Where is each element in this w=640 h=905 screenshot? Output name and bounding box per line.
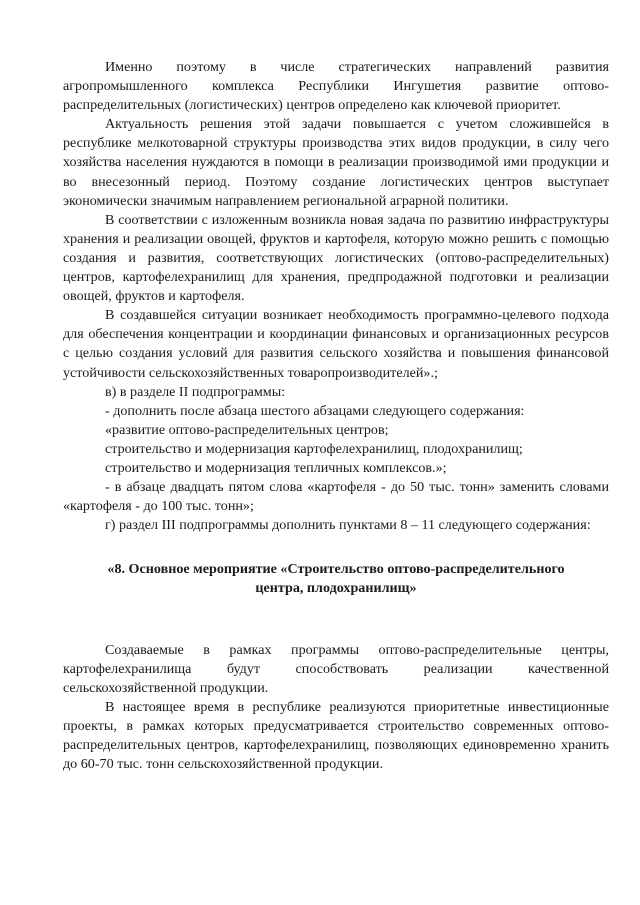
paragraph-created-centers: Создаваемые в рамках программы оптово-распределительные центры, картофелехранилища будут способствовать реализации качественной сельскохозяйственной продукции.: [63, 641, 609, 696]
spacer: [63, 535, 609, 560]
section-heading: [63, 560, 609, 598]
spacer: [63, 599, 609, 641]
paragraph-quote-centers: «развитие оптово-распределительных центров;: [105, 421, 389, 438]
paragraph-new-task: В соответствии с изложенным возникла новая задача по развитию инфраструктуры хранения и реализации овощей, фруктов и картофеля, которую можно решить с помощью создания и развития, соответствующих логистических (оптово-распределительных) центров, картофелехранилищ для хранения, предпродажной подготовки и реализации овощей, фруктов и картофеля.: [63, 211, 609, 305]
paragraph-program-approach: В создавшейся ситуации возникает необходимость программно-целевого подхода для обеспечения концентрации и координации финансовых и организационных ресурсов с целью создания условий для развития сельского хозяйства и повышения финансовой устойчивости сельскохозяйственных товаропроизводителей».;: [63, 307, 609, 381]
paragraph-strategic-priority: Именно поэтому в числе стратегических направлений развития агропромышленного комплекса Республики Ингушетия развитие оптово-распределительных (логистических) центров определено как ключевой приоритет.: [63, 59, 609, 114]
paragraph-quote-greenhouses: строительство и модернизация тепличных комплексов.»;: [105, 459, 447, 476]
section-heading-line-1: «8. Основное мероприятие «Строительство оптово-распределительного: [107, 561, 565, 578]
paragraph-add-after-sixth: - дополнить после абзаца шестого абзацами следующего содержания:: [105, 402, 525, 419]
section-heading-line-2: центра, плодохранилищ»: [255, 580, 417, 597]
document-page: [63, 58, 609, 774]
paragraph-relevance: Актуальность решения этой задачи повышается с учетом сложившейся в республике мелкотоварной структуры производства этих видов продукции, в силу чего хозяйства населения нуждаются в помощи в реализации производимой ими продукции и во внесезонный период. Поэтому создание логистических центров выступает экономически значимым направлением региональной аграрной политики.: [63, 116, 609, 209]
paragraph-replace-words: - в абзаце двадцать пятом слова «картофеля - до 50 тыс. тонн» заменить словами «картофеля - до 100 тыс. тонн»;: [63, 479, 609, 515]
paragraph-section-ii: в) в разделе II подпрограммы:: [105, 383, 286, 400]
paragraph-investment-projects: В настоящее время в республике реализуются приоритетные инвестиционные проекты, в рамках которых предусматривается строительство современных оптово-распределительных центров, картофелехранилищ, позволяющих единовременно хранить до 60-70 тыс. тонн сельскохозяйственной продукции.: [63, 698, 609, 773]
paragraph-section-iii: г) раздел III подпрограммы дополнить пунктами 8 – 11 следующего содержания:: [105, 517, 591, 534]
paragraph-quote-storage: строительство и модернизация картофелехранилищ, плодохранилищ;: [105, 440, 523, 457]
